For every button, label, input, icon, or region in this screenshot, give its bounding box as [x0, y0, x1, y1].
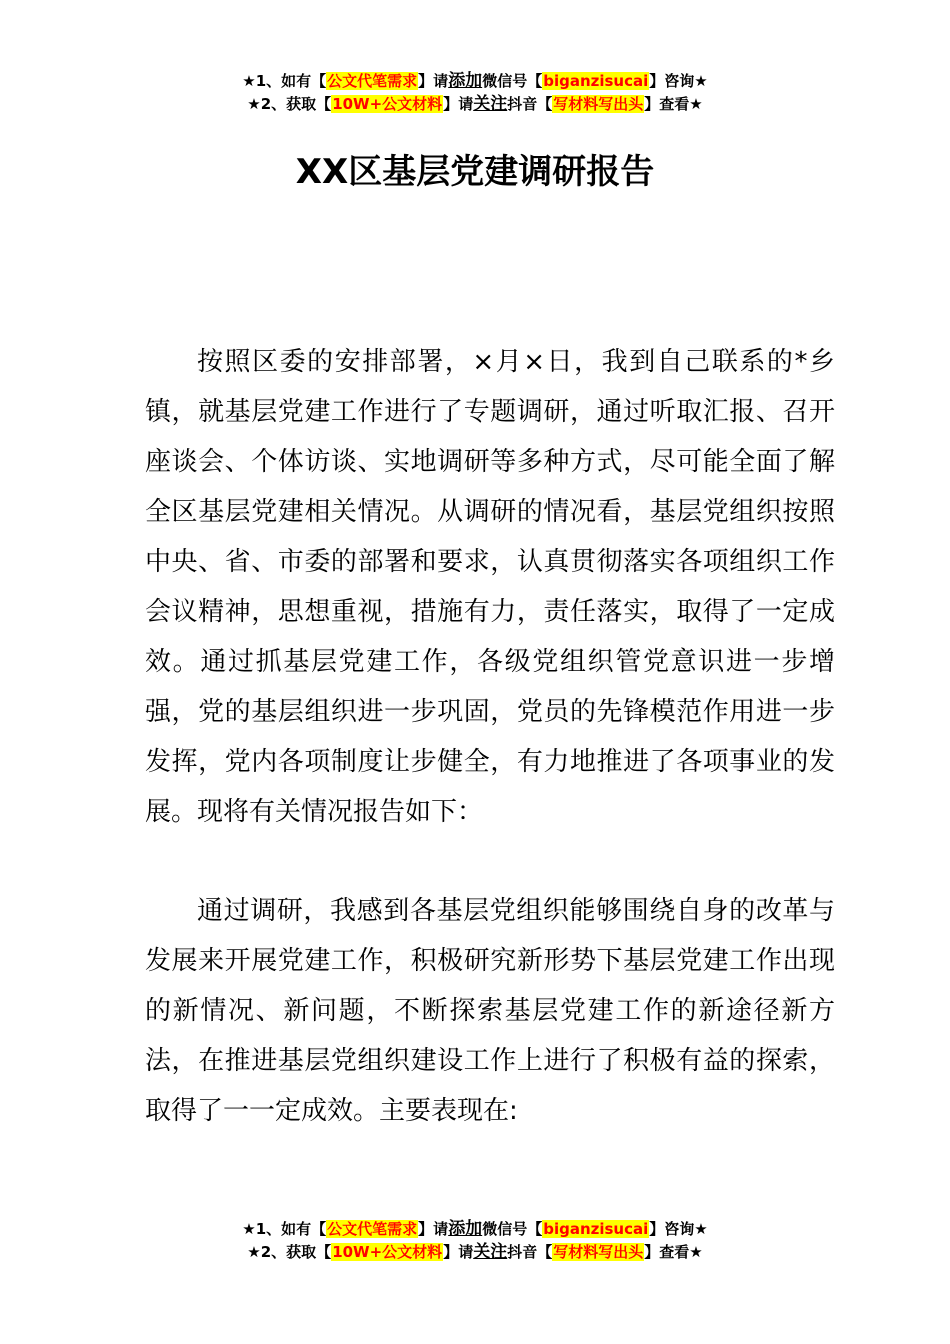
emphasis-text: 添加 — [448, 1219, 483, 1239]
banner-line-2 — [0, 93, 950, 116]
highlight-douyin-account: 写材料写出头 — [553, 95, 644, 113]
body-paragraph-2: 通过调研，我感到各基层党组织能够围绕自身的改革与发展来开展党建工作，积极研究新形势下基层党建工作出现的新情况、新问题，不断探索基层党建工作的新途径新方法，在推进基层党组织建设工作上进行了积极有益的探索，取得了一一定成效。主要表现在: — [145, 896, 835, 1126]
banner-text: 】请 — [443, 1243, 474, 1261]
emphasis-text: 关注 — [473, 94, 508, 114]
highlight-materials: 10W+公文材料 — [332, 95, 443, 113]
footer-banner — [0, 1218, 950, 1264]
banner-text: 微信号【 — [482, 1220, 543, 1238]
banner-text: 】请 — [443, 95, 474, 113]
highlight-service: 公文代笔需求 — [327, 72, 418, 90]
banner-line-2 — [0, 1241, 950, 1264]
highlight-douyin-account: 写材料写出头 — [553, 1243, 644, 1261]
header-banner — [0, 70, 950, 116]
banner-text: 抖音【 — [507, 1243, 553, 1261]
banner-text: 】咨询★ — [649, 72, 708, 90]
banner-text: 微信号【 — [482, 72, 543, 90]
highlight-materials: 10W+公文材料 — [332, 1243, 443, 1261]
banner-text: 】请 — [418, 72, 449, 90]
highlight-service: 公文代笔需求 — [327, 1220, 418, 1238]
banner-text: ★2、获取【 — [247, 1243, 332, 1261]
banner-text: 】查看★ — [644, 1243, 703, 1261]
highlight-wechat-id: biganzisucai — [543, 1220, 649, 1238]
body-paragraph-1: 按照区委的安排部署，×月×日，我到自己联系的*乡镇，就基层党建工作进行了专题调研，通过听取汇报、召开座谈会、个体访谈、实地调研等多种方式，尽可能全面了解全区基层党建相关情况。从调研的情况看，基层党组织按照中央、省、市委的部署和要求，认真贯彻落实各项组织工作会议精神，思想重视，措施有力，责任落实，取得了一定成效。通过抓基层党建工作，各级党组织管党意识进一步增强，党的基层组织进一步巩固，党员的先锋模范作用进一步发挥，党内各项制度让步健全，有力地推进了各项事业的发展。现将有关情况报告如下： — [145, 347, 835, 827]
banner-text: 抖音【 — [507, 95, 553, 113]
banner-text: 】咨询★ — [649, 1220, 708, 1238]
emphasis-text: 关注 — [473, 1242, 508, 1262]
highlight-wechat-id: biganzisucai — [543, 72, 649, 90]
banner-text: 】请 — [418, 1220, 449, 1238]
banner-text: 】查看★ — [644, 95, 703, 113]
emphasis-text: 添加 — [448, 71, 483, 91]
document-title: XX区基层党建调研报告 — [295, 152, 655, 192]
banner-line-1 — [0, 70, 950, 93]
banner-text: ★2、获取【 — [247, 95, 332, 113]
banner-text: ★1、如有【 — [242, 1220, 327, 1238]
banner-line-1 — [0, 1218, 950, 1241]
banner-text: ★1、如有【 — [242, 72, 327, 90]
